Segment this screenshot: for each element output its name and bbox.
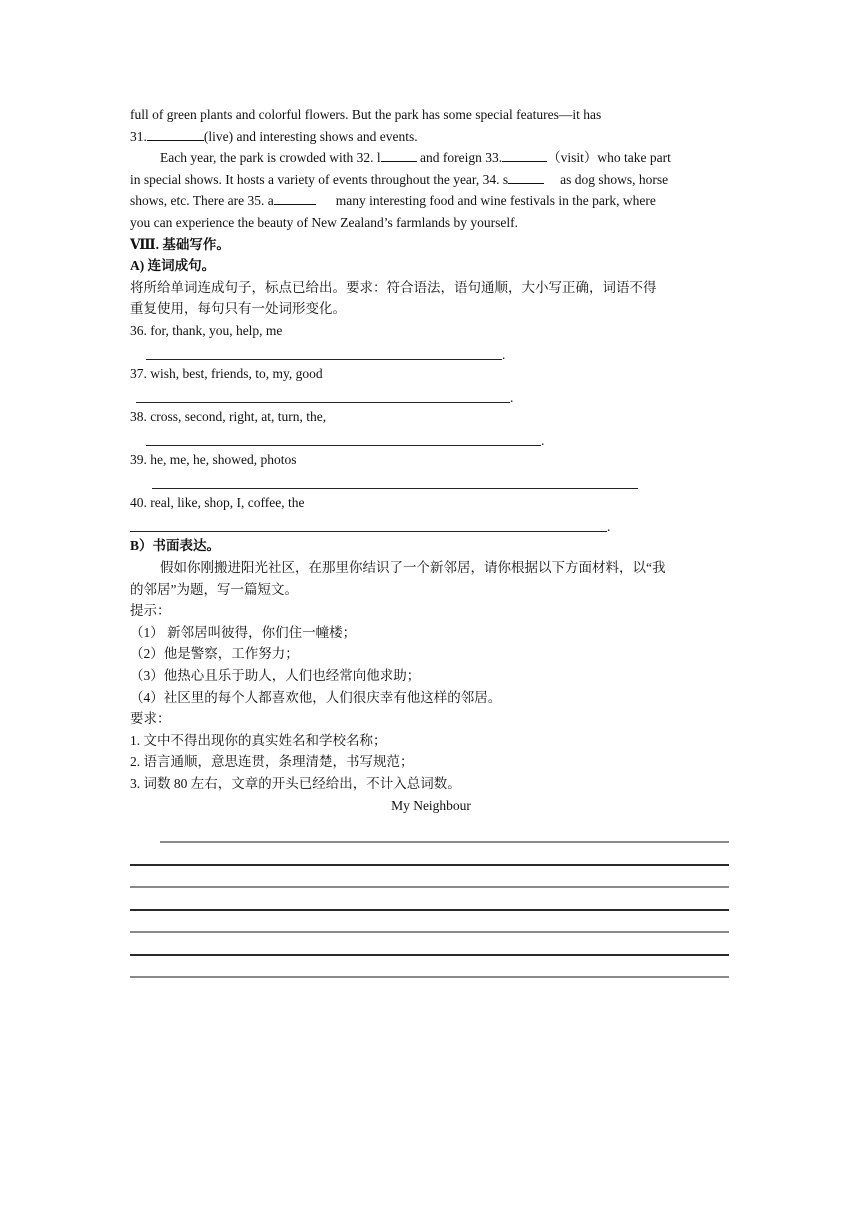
passage-line	[130, 190, 732, 212]
passage-line	[130, 126, 732, 148]
passage-text: Each year, the park is crowded with 32. l	[160, 150, 381, 166]
question-37: 37. wish, best, friends, to, my, good	[130, 366, 323, 382]
hint-item: （1） 新邻居叫彼得，你们住一幢楼；	[130, 624, 357, 640]
passage-line	[130, 169, 732, 191]
question-38: 38. cross, second, right, at, turn, the,	[130, 409, 327, 425]
blank-32[interactable]	[381, 149, 417, 162]
writing-line	[130, 909, 729, 911]
passage-text: (live) and interesting shows and events.	[203, 128, 418, 144]
instructions: 将所给单词连成句子，标点已给出。要求：符合语法，语句通顺，大小写正确，词语不得	[130, 279, 657, 295]
requirement-item: 2. 语言通顺，意思连贯，条理清楚，书写规范；	[130, 754, 414, 770]
writing-line	[130, 886, 729, 888]
essay-title: My Neighbour	[391, 797, 471, 813]
section-heading: Ⅷ. 基础写作。	[130, 236, 230, 252]
task-description: 的邻居”为题，写一篇短文。	[130, 581, 298, 597]
requirement-item: 1. 文中不得出现你的真实姓名和学校名称；	[130, 732, 387, 748]
period: .	[541, 433, 545, 449]
blank-35[interactable]	[274, 192, 316, 205]
worksheet-page	[130, 104, 732, 967]
passage-text: （visit）who take part	[547, 150, 671, 166]
answer-line-37[interactable]	[130, 385, 732, 407]
writing-line	[130, 954, 729, 956]
writing-line	[130, 931, 729, 933]
passage-text: as dog shows, horse	[560, 171, 669, 187]
writing-line	[160, 841, 729, 843]
hint-item: （3）他热心且乐于助人，人们也经常向他求助；	[130, 667, 421, 683]
passage-text: and foreign 33.	[416, 150, 503, 166]
hint-label: 提示：	[130, 603, 171, 619]
writing-line	[130, 976, 729, 978]
passage-text: many interesting food and wine festivals in the park, where	[335, 193, 656, 209]
part-b-heading: B）书面表达。	[130, 538, 221, 554]
period: .	[607, 519, 611, 535]
passage-line: full of green plants and colorful flowers. But the park has some special features—it has	[130, 107, 602, 122]
writing-line	[130, 864, 729, 866]
requirement-item: 3. 词数 80 左右，文章的开头已经给出，不计入总词数。	[130, 775, 461, 791]
part-a-heading: A) 连词成句。	[130, 258, 216, 274]
essay-writing-area[interactable]	[130, 817, 732, 967]
blank-33[interactable]	[502, 149, 547, 162]
passage-line	[130, 147, 732, 169]
hint-item: （4）社区里的每个人都喜欢他，人们很庆幸有他这样的邻居。	[130, 689, 502, 705]
blank-31[interactable]	[147, 128, 204, 141]
blank-34[interactable]	[508, 171, 544, 184]
period: .	[510, 390, 514, 406]
answer-line-36[interactable]	[130, 342, 732, 364]
passage-line: you can experience the beauty of New Zealand’s farmlands by yourself.	[130, 214, 518, 230]
period: .	[502, 347, 506, 363]
passage-text: shows, etc. There are 35. a	[130, 193, 274, 209]
hint-item: （2）他是警察，工作努力；	[130, 646, 299, 662]
passage-text: in special shows. It hosts a variety of events throughout the year, 34. s	[130, 171, 509, 187]
answer-line-39[interactable]	[130, 471, 732, 493]
question-40: 40. real, like, shop, I, coffee, the	[130, 495, 305, 511]
question-39: 39. he, me, he, showed, photos	[130, 452, 297, 468]
instructions: 重复使用，每句只有一处词形变化。	[130, 301, 346, 317]
question-36: 36. for, thank, you, help, me	[130, 322, 283, 338]
answer-line-38[interactable]	[130, 428, 732, 450]
question-number: 31.	[130, 128, 147, 144]
answer-line-40[interactable]	[130, 514, 732, 536]
requirement-label: 要求：	[130, 711, 171, 727]
task-description: 假如你刚搬进阳光社区，在那里你结识了一个新邻居，请你根据以下方面材料，以“我	[160, 560, 666, 575]
